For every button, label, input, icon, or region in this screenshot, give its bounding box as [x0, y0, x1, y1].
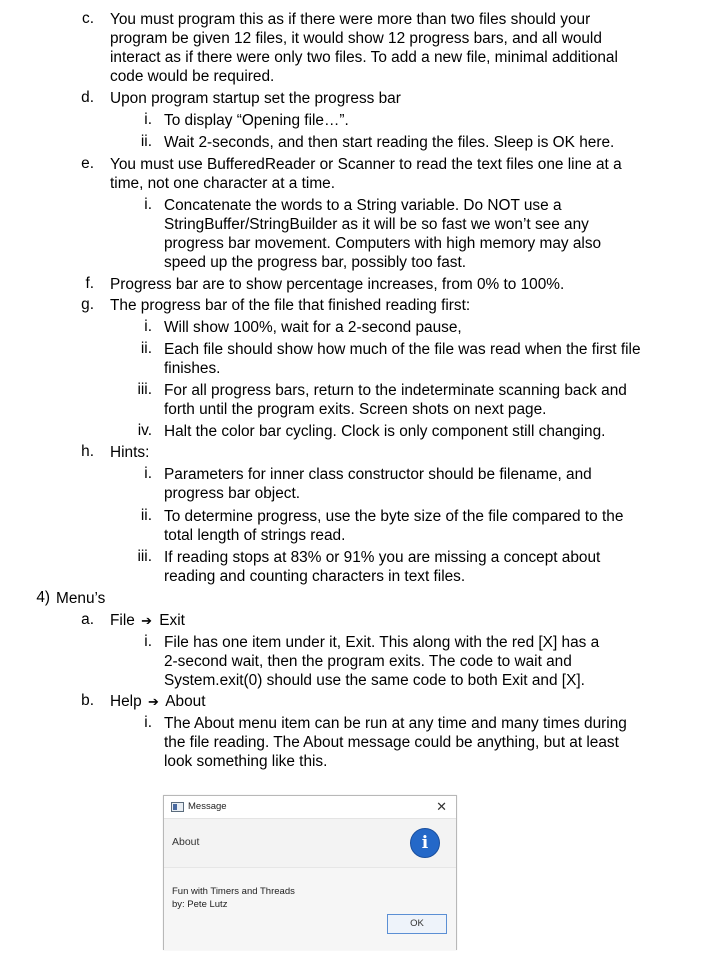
dialog-message-line: by: Pete Lutz	[172, 899, 228, 910]
dialog-title-bar	[164, 796, 456, 818]
list-marker: i.	[144, 196, 152, 213]
list-marker: d.	[81, 89, 94, 106]
list-marker: i.	[144, 318, 152, 335]
menu-path-about: About	[165, 693, 206, 710]
menu-path-help: Help	[110, 693, 142, 710]
dialog-message-line: Fun with Timers and Threads	[172, 886, 295, 897]
list-marker: h.	[81, 443, 94, 460]
text-line: StringBuffer/StringBuilder as it will be so fast we won’t see any	[164, 216, 589, 233]
text-line: interact as if there were only two files. To add a new file, minimal additional	[110, 49, 618, 66]
text-line: If reading stops at 83% or 91% you are missing a concept about	[164, 549, 601, 566]
list-marker: iv.	[137, 422, 152, 439]
menu-path-file: File	[110, 612, 135, 629]
text-line: Parameters for inner class constructor should be filename, and	[164, 466, 592, 483]
text-line: progress bar object.	[164, 485, 301, 502]
list-marker: 4)	[36, 589, 50, 606]
text-line: The progress bar of the file that finished reading first:	[110, 297, 471, 314]
text-line: reading and counting characters in text files.	[164, 568, 466, 585]
list-marker: i.	[144, 633, 152, 650]
text-line: Hints:	[110, 444, 150, 461]
text-line: Upon program startup set the progress bar	[110, 90, 401, 107]
menu-path-help-about	[110, 692, 206, 711]
arrow-right-icon: ➔	[147, 694, 159, 709]
list-marker: f.	[85, 275, 94, 292]
list-marker: g.	[81, 296, 94, 313]
text-line: total length of strings read.	[164, 527, 346, 544]
list-marker: ii.	[140, 133, 152, 150]
list-marker: b.	[81, 692, 94, 709]
window-icon	[171, 802, 184, 812]
text-line: To determine progress, use the byte size of the file compared to the	[164, 508, 624, 525]
dialog-body	[164, 867, 456, 950]
text-line: code would be required.	[110, 68, 275, 85]
about-dialog-screenshot	[163, 795, 457, 950]
text-line: Progress bar are to show percentage increases, from 0% to 100%.	[110, 276, 565, 293]
list-marker: ii.	[140, 340, 152, 357]
list-marker: iii.	[137, 548, 152, 565]
dialog-header-text: About	[172, 836, 200, 848]
text-line: To display “Opening file…”.	[164, 112, 349, 129]
list-marker: ii.	[140, 507, 152, 524]
text-line: Concatenate the words to a String variable. Do NOT use a	[164, 197, 562, 214]
section-heading: Menu’s	[56, 590, 106, 607]
info-icon: i	[410, 828, 440, 858]
text-line: program be given 12 files, it would show 12 progress bars, and all would	[110, 30, 602, 47]
text-line: time, not one character at a time.	[110, 175, 335, 192]
text-line: Will show 100%, wait for a 2-second pause,	[164, 319, 462, 336]
list-marker: c.	[82, 10, 94, 27]
text-line: Each file should show how much of the file was read when the first file	[164, 341, 641, 358]
text-line: Wait 2-seconds, and then start reading the files. Sleep is OK here.	[164, 134, 615, 151]
arrow-right-icon: ➔	[141, 613, 152, 628]
list-marker: i.	[144, 465, 152, 482]
list-marker: i.	[144, 111, 152, 128]
text-line: forth until the program exits. Screen shots on next page.	[164, 401, 547, 418]
text-line: System.exit(0) should use the same code to both Exit and [X].	[164, 672, 585, 689]
list-marker: e.	[81, 155, 94, 172]
text-line: You must program this as if there were more than two files should your	[110, 11, 591, 28]
text-line: finishes.	[164, 360, 221, 377]
text-line: the file reading. The About message could be anything, but at least	[164, 734, 619, 751]
text-line: The About menu item can be run at any time and many times during	[164, 715, 627, 732]
menu-path-exit: Exit	[159, 612, 185, 629]
ok-button[interactable]: OK	[387, 914, 447, 934]
text-line: You must use BufferedReader or Scanner to read the text files one line at a	[110, 156, 622, 173]
dialog-title: Message	[188, 801, 227, 812]
list-marker: a.	[81, 611, 94, 628]
text-line: 2-second wait, then the program exits. The code to wait and	[164, 653, 572, 670]
close-icon[interactable]: ✕	[436, 799, 447, 814]
text-line: look something like this.	[164, 753, 328, 770]
text-line: speed up the progress bar, possibly too fast.	[164, 254, 467, 271]
list-marker: i.	[144, 714, 152, 731]
text-line: File has one item under it, Exit. This along with the red [X] has a	[164, 634, 600, 651]
menu-path-file-exit	[110, 611, 185, 630]
text-line: progress bar movement. Computers with high memory may also	[164, 235, 602, 252]
dialog-header	[164, 818, 456, 867]
text-line: Halt the color bar cycling. Clock is only component still changing.	[164, 423, 606, 440]
text-line: For all progress bars, return to the indeterminate scanning back and	[164, 382, 627, 399]
list-marker: iii.	[137, 381, 152, 398]
